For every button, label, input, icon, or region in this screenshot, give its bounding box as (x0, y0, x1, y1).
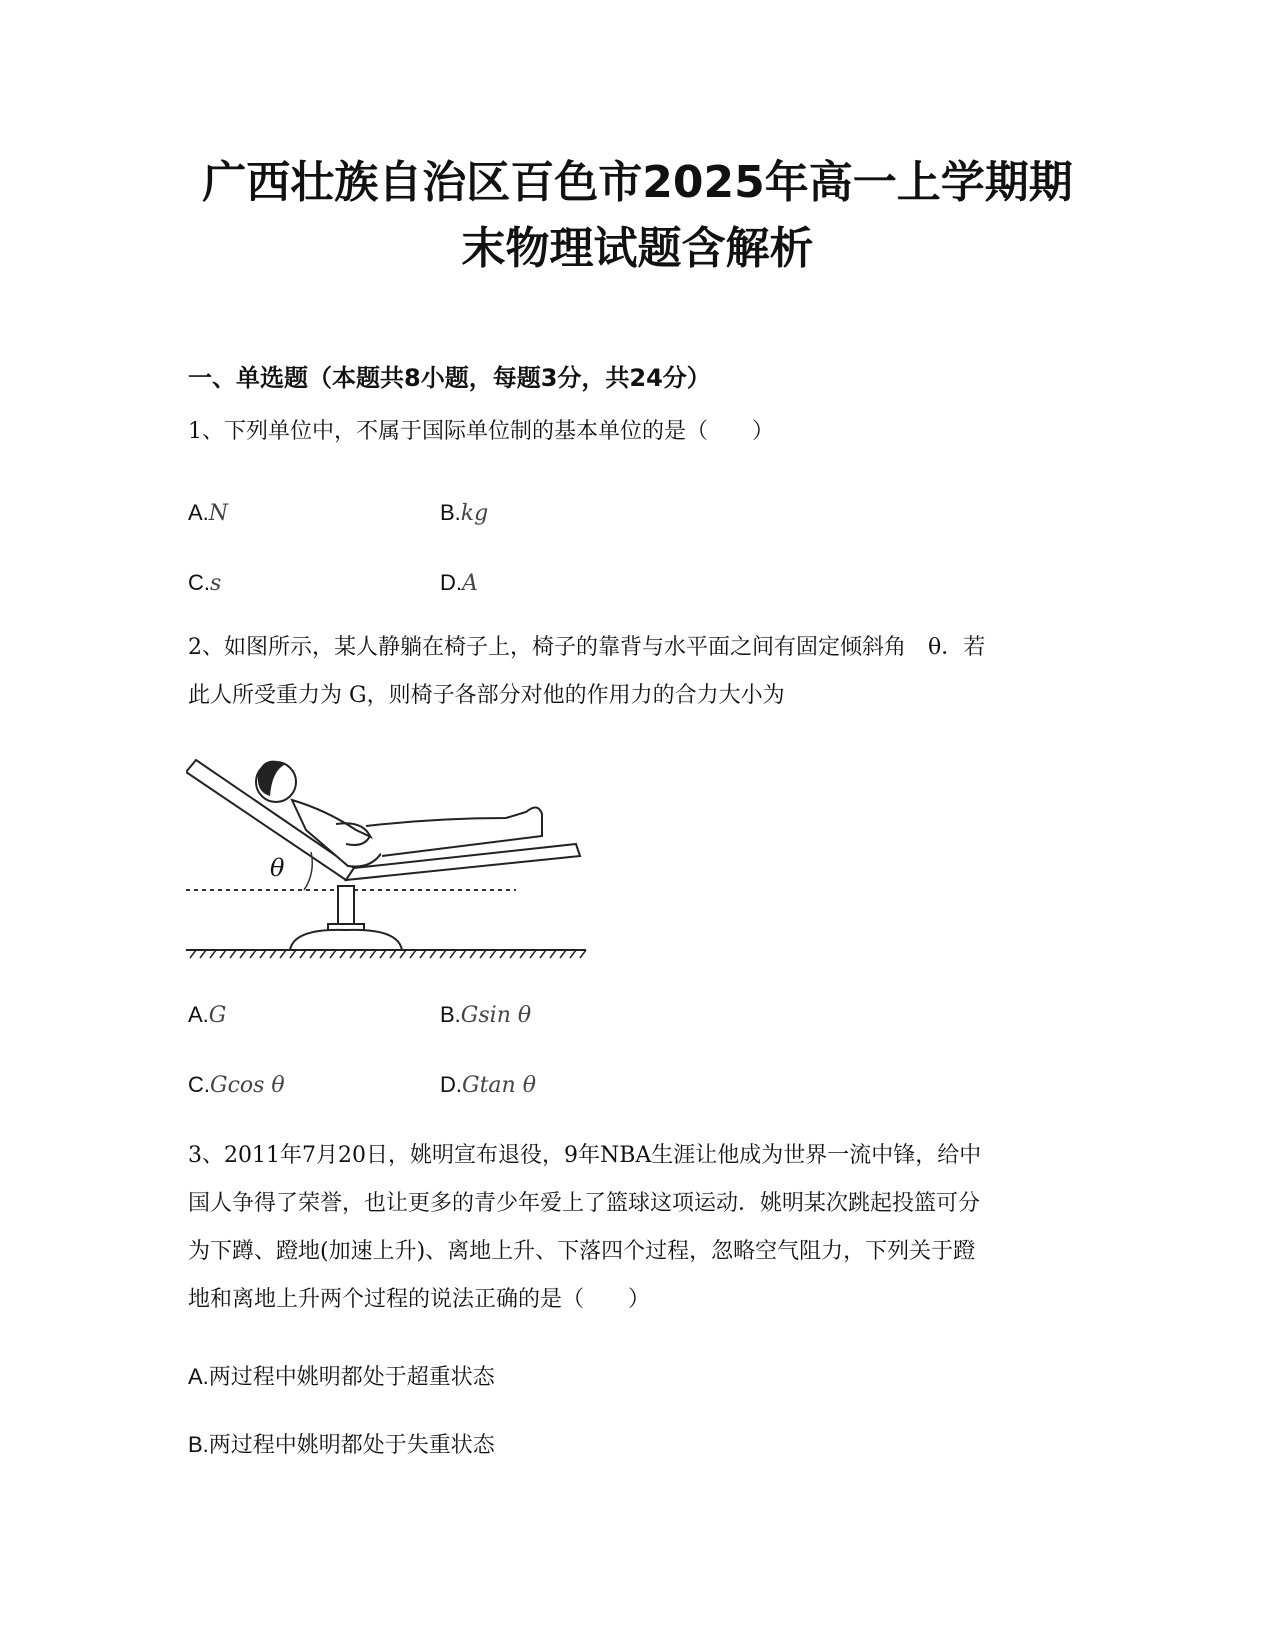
option-letter: D. (440, 1072, 462, 1097)
question-3-stem (188, 1132, 1088, 1324)
option-letter: A. (188, 1002, 209, 1027)
option-letter: B. (188, 1432, 209, 1457)
option-letter: D. (440, 570, 462, 595)
option-letter: B. (440, 500, 461, 525)
q3-option-a (188, 1362, 495, 1393)
q1-option-b (440, 498, 488, 529)
option-text: Gcos θ (210, 1073, 285, 1098)
q3-stem-line-1: 3、2011年7月20日，姚明宣布退役，9年NBA生涯让他成为世界一流中锋，给中 (188, 1143, 982, 1168)
q2-stem-line-1: 2、如图所示，某人静躺在椅子上，椅子的靠背与水平面之间有固定倾斜角 θ．若 (188, 635, 986, 660)
option-letter: C. (188, 1072, 210, 1097)
question-1-stem: 1、下列单位中，不属于国际单位制的基本单位的是（ ） (188, 419, 774, 444)
q2-option-b (440, 1000, 531, 1031)
person-legs (366, 807, 542, 856)
option-text: G (208, 1003, 227, 1028)
chair-base (290, 930, 402, 950)
option-text: 两过程中姚明都处于超重状态 (208, 1365, 495, 1390)
section-heading: 一、单选题（本题共8小题，每题3分，共24分） (188, 364, 711, 392)
title-line-1: 广西壮族自治区百色市2025年高一上学期期 (202, 157, 1073, 208)
q3-stem-line-4: 地和离地上升两个过程的说法正确的是（ ） (188, 1287, 651, 1312)
option-letter: A. (188, 500, 209, 525)
q3-option-b (188, 1430, 495, 1461)
q3-stem-line-3: 为下蹲、蹬地(加速上升)、离地上升、下落四个过程，忽略空气阻力，下列关于蹬 (188, 1239, 976, 1264)
chair-column (338, 886, 354, 926)
option-text: Gsin θ (460, 1003, 532, 1028)
q2-option-c (188, 1070, 285, 1101)
q1-option-a (188, 498, 228, 529)
q1-option-c (188, 568, 221, 599)
q2-option-d (440, 1070, 536, 1101)
q3-stem-line-2: 国人争得了荣誉，也让更多的青少年爱上了篮球这项运动．姚明某次跳起投篮可分 (188, 1191, 981, 1216)
option-text: A (462, 571, 478, 596)
title-line-2: 末物理试题含解析 (461, 223, 814, 274)
q2-option-a (188, 1000, 226, 1031)
option-letter: B. (440, 1002, 461, 1027)
angle-arc (304, 852, 312, 890)
option-text: kg (460, 501, 489, 526)
option-text: s (210, 571, 222, 596)
q2-stem-line-2: 此人所受重力为 G，则椅子各部分对他的作用力的合力大小为 (188, 683, 785, 708)
option-letter: A. (188, 1364, 209, 1389)
reclining-chair-figure (186, 740, 626, 970)
option-letter: C. (188, 570, 210, 595)
option-text: Gtan θ (462, 1073, 536, 1098)
option-text: 两过程中姚明都处于失重状态 (208, 1433, 495, 1458)
q1-option-d (440, 568, 478, 599)
question-2-stem (188, 624, 1088, 720)
document-title (150, 150, 1125, 282)
option-text: N (208, 501, 229, 526)
angle-label: θ (270, 854, 285, 882)
ground-hatching (190, 950, 586, 958)
